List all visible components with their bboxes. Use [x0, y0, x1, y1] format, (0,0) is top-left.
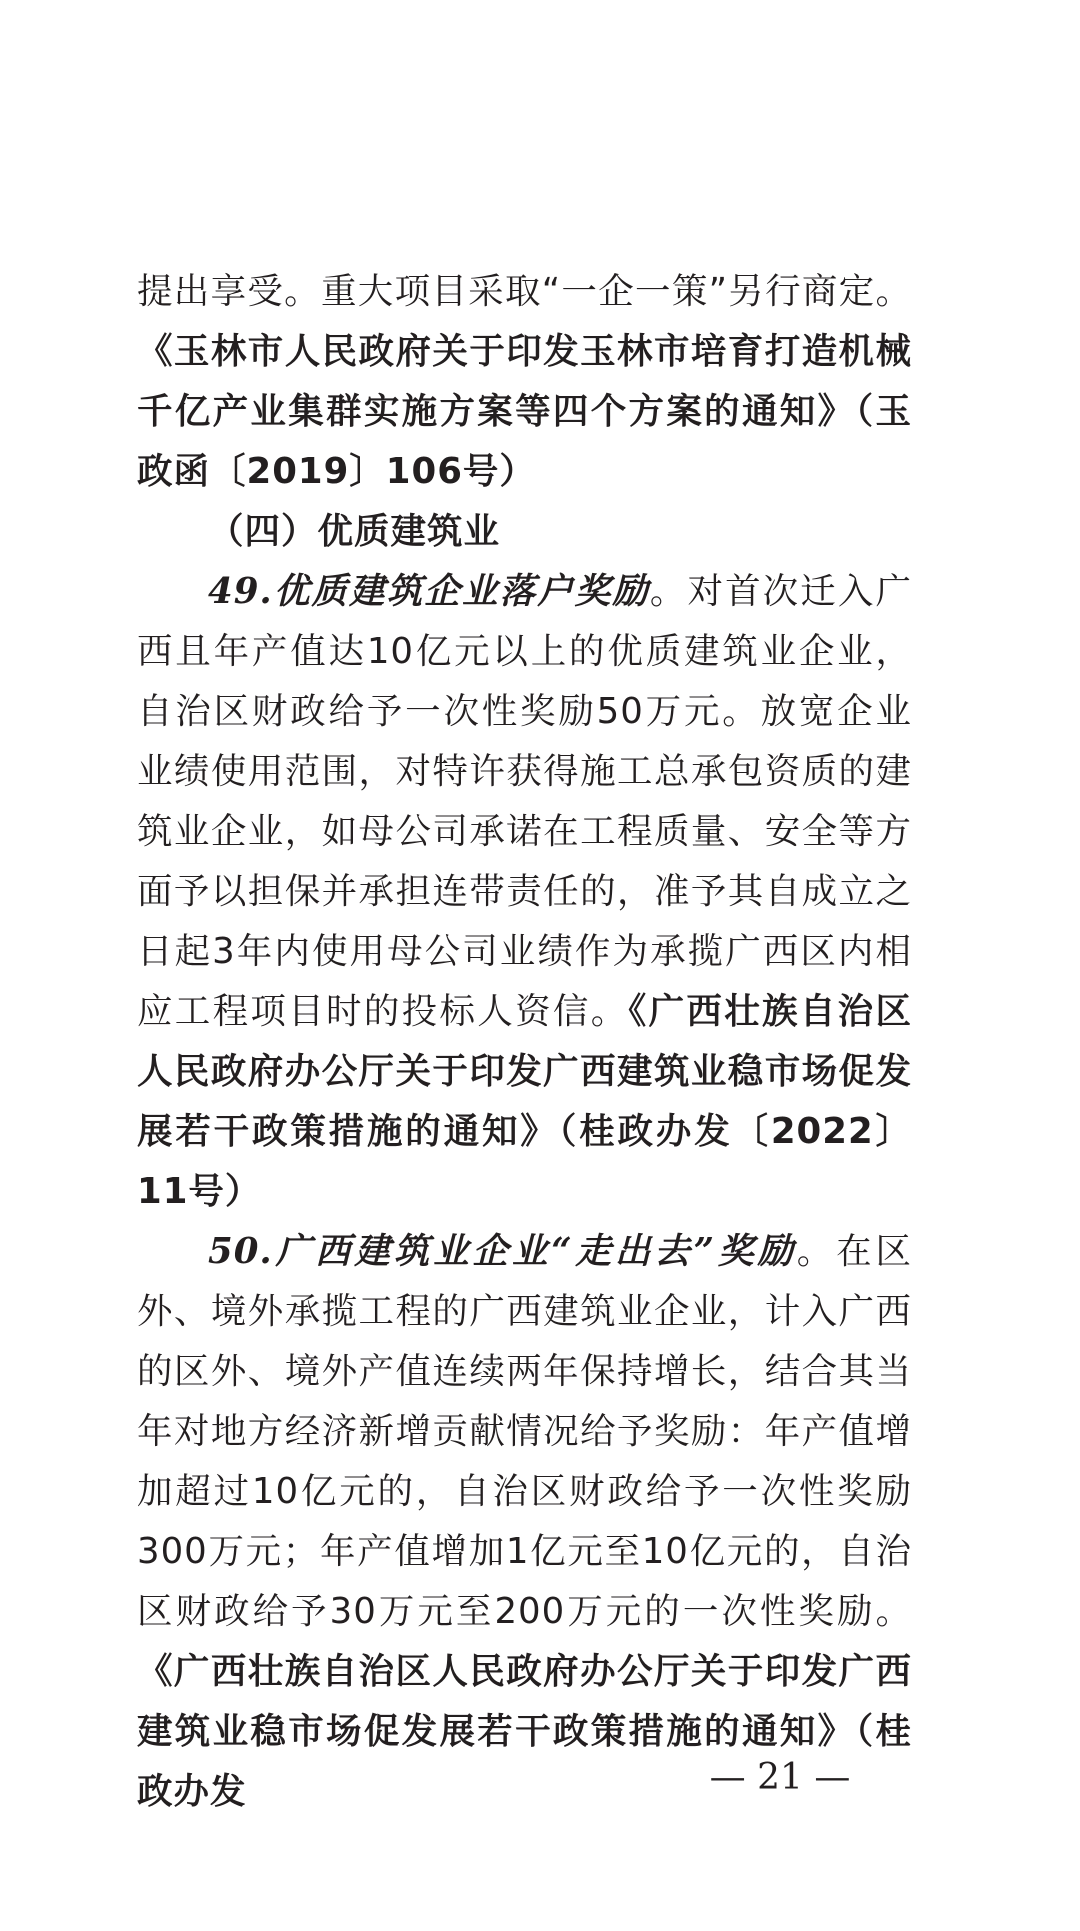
item-50-citation: 《广西壮族自治区人民政府办公厅关于印发广西建筑业稳市场促发展若干政策措施的通知》（桂政办发 [137, 1651, 912, 1812]
page-number: — 21 — [709, 1757, 851, 1798]
item-49-title: 49.优质建筑企业落户奖励 [208, 571, 650, 612]
continuation-paragraph [137, 262, 912, 502]
item-49-citation: 《广西壮族自治区人民政府办公厅关于印发广西建筑业稳市场促发展若干政策措施的通知》（桂政办发〔2022〕11号） [137, 991, 912, 1212]
item-49-body: 。对首次迁入广西且年产值达10亿元以上的优质建筑业企业，自治区财政给予一次性奖励50万元。放宽企业业绩使用范围，对特许获得施工总承包资质的建筑业企业，如母公司承诺在工程质量、安全等方面予以担保并承担连带责任的，准予其自成立之日起3年内使用母公司业绩作为承揽广西区内相应工程项目时的投标人资信。 [137, 571, 912, 1032]
section-heading: （四）优质建筑业 [208, 511, 501, 552]
item-49-paragraph [137, 562, 912, 1222]
document-body [137, 262, 912, 1822]
item-50-paragraph [137, 1222, 912, 1822]
continuation-citation: 《玉林市人民政府关于印发玉林市培育打造机械千亿产业集群实施方案等四个方案的通知》（玉政函〔2019〕106号） [137, 331, 912, 492]
continuation-text: 提出享受。重大项目采取“一企一策”另行商定。 [137, 271, 912, 312]
item-50-title: 50.广西建筑业企业“走出去”奖励 [208, 1231, 797, 1272]
item-50-body: 。在区外、境外承揽工程的广西建筑业企业，计入广西的区外、境外产值连续两年保持增长，结合其当年对地方经济新增贡献情况给予奖励：年产值增加超过10亿元的，自治区财政给予一次性奖励300万元；年产值增加1亿元至10亿元的，自治区财政给予30万元至200万元的一次性奖励。 [137, 1231, 912, 1632]
